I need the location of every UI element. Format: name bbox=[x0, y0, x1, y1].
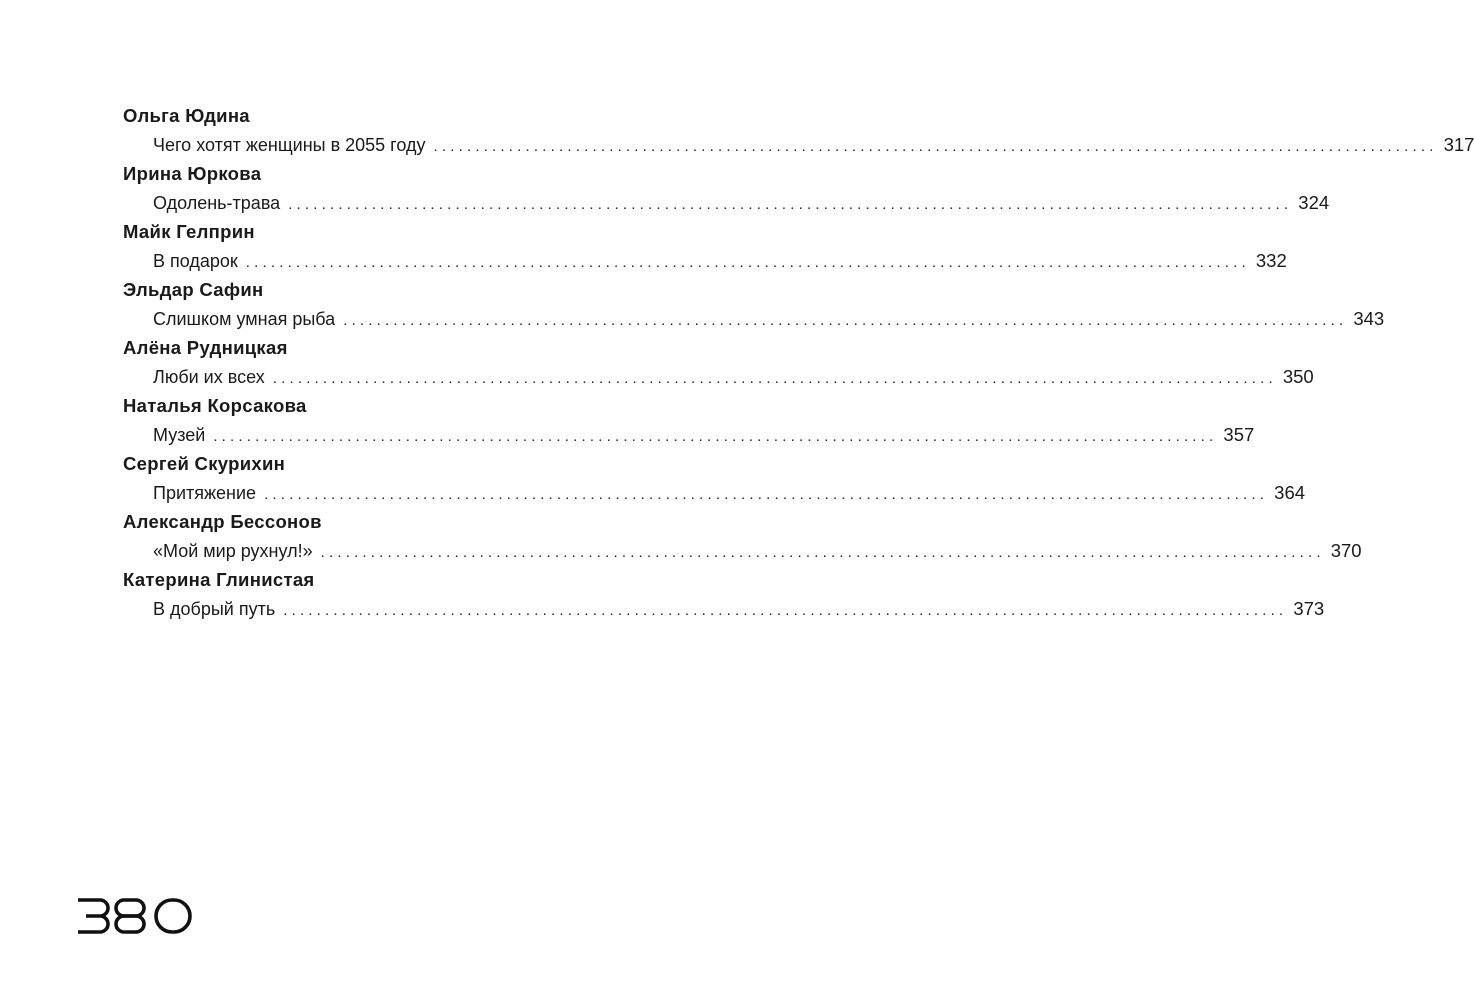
toc-entry bbox=[123, 276, 1385, 334]
toc-entry bbox=[123, 218, 1287, 276]
dot-leader: ........................................................................................................................ bbox=[288, 196, 1293, 213]
story-title: Люби их всех bbox=[153, 367, 265, 387]
toc-entry bbox=[123, 566, 1325, 624]
page-ref: 350 bbox=[1282, 366, 1314, 387]
author-name: Александр Бессонов bbox=[123, 511, 322, 532]
dot-leader: ........................................................................................................................ bbox=[213, 428, 1218, 445]
author-name: Алёна Рудницкая bbox=[123, 337, 288, 358]
story-line[interactable] bbox=[153, 594, 1325, 624]
toc-entry bbox=[123, 102, 1474, 160]
story-title: В подарок bbox=[153, 251, 238, 271]
dot-leader: ........................................................................................................................ bbox=[433, 138, 1438, 155]
toc-entry bbox=[123, 392, 1255, 450]
author-name: Ирина Юркова bbox=[123, 163, 262, 184]
story-line[interactable] bbox=[153, 304, 1385, 334]
story-line[interactable] bbox=[153, 478, 1306, 508]
page-ref: 357 bbox=[1223, 424, 1255, 445]
page-ref: 373 bbox=[1293, 598, 1325, 619]
story-title: В добрый путь bbox=[153, 599, 276, 619]
page-number bbox=[76, 896, 192, 936]
dot-leader: ........................................................................................................................ bbox=[272, 370, 1277, 387]
page-ref: 343 bbox=[1353, 308, 1385, 329]
table-of-contents bbox=[123, 102, 1474, 624]
toc-entry bbox=[123, 450, 1306, 508]
story-title: Музей bbox=[153, 425, 206, 445]
story-title: Слишком умная рыба bbox=[153, 309, 336, 329]
author-name: Сергей Скурихин bbox=[123, 453, 286, 474]
dot-leader: ........................................................................................................................ bbox=[245, 254, 1250, 271]
author-name: Ольга Юдина bbox=[123, 105, 250, 126]
dot-leader: ........................................................................................................................ bbox=[343, 312, 1348, 329]
story-line[interactable] bbox=[153, 420, 1255, 450]
toc-entry bbox=[123, 160, 1330, 218]
page-ref: 324 bbox=[1298, 192, 1330, 213]
dot-leader: ........................................................................................................................ bbox=[264, 486, 1269, 503]
story-line[interactable] bbox=[153, 362, 1314, 392]
story-line[interactable] bbox=[153, 246, 1287, 276]
story-title: Одолень-трава bbox=[153, 193, 281, 213]
page-ref: 317 bbox=[1443, 134, 1474, 155]
toc-entry bbox=[123, 334, 1314, 392]
author-name: Катерина Глинистая bbox=[123, 569, 315, 590]
author-name: Майк Гелприн bbox=[123, 221, 255, 242]
story-line[interactable] bbox=[153, 130, 1474, 160]
story-line[interactable] bbox=[153, 188, 1330, 218]
dot-leader: ........................................................................................................................ bbox=[283, 602, 1288, 619]
page-ref: 370 bbox=[1330, 540, 1362, 561]
page-ref: 364 bbox=[1274, 482, 1306, 503]
story-title: Притяжение bbox=[153, 483, 257, 503]
story-title: Чего хотят женщины в 2055 году bbox=[153, 135, 426, 155]
story-title: «Мой мир рухнул!» bbox=[153, 541, 313, 561]
story-line[interactable] bbox=[153, 536, 1362, 566]
toc-entry bbox=[123, 508, 1362, 566]
author-name: Наталья Корсакова bbox=[123, 395, 307, 416]
page-number-text bbox=[76, 896, 192, 936]
author-name: Эльдар Сафин bbox=[123, 279, 264, 300]
page-ref: 332 bbox=[1255, 250, 1287, 271]
dot-leader: ........................................................................................................................ bbox=[320, 544, 1325, 561]
